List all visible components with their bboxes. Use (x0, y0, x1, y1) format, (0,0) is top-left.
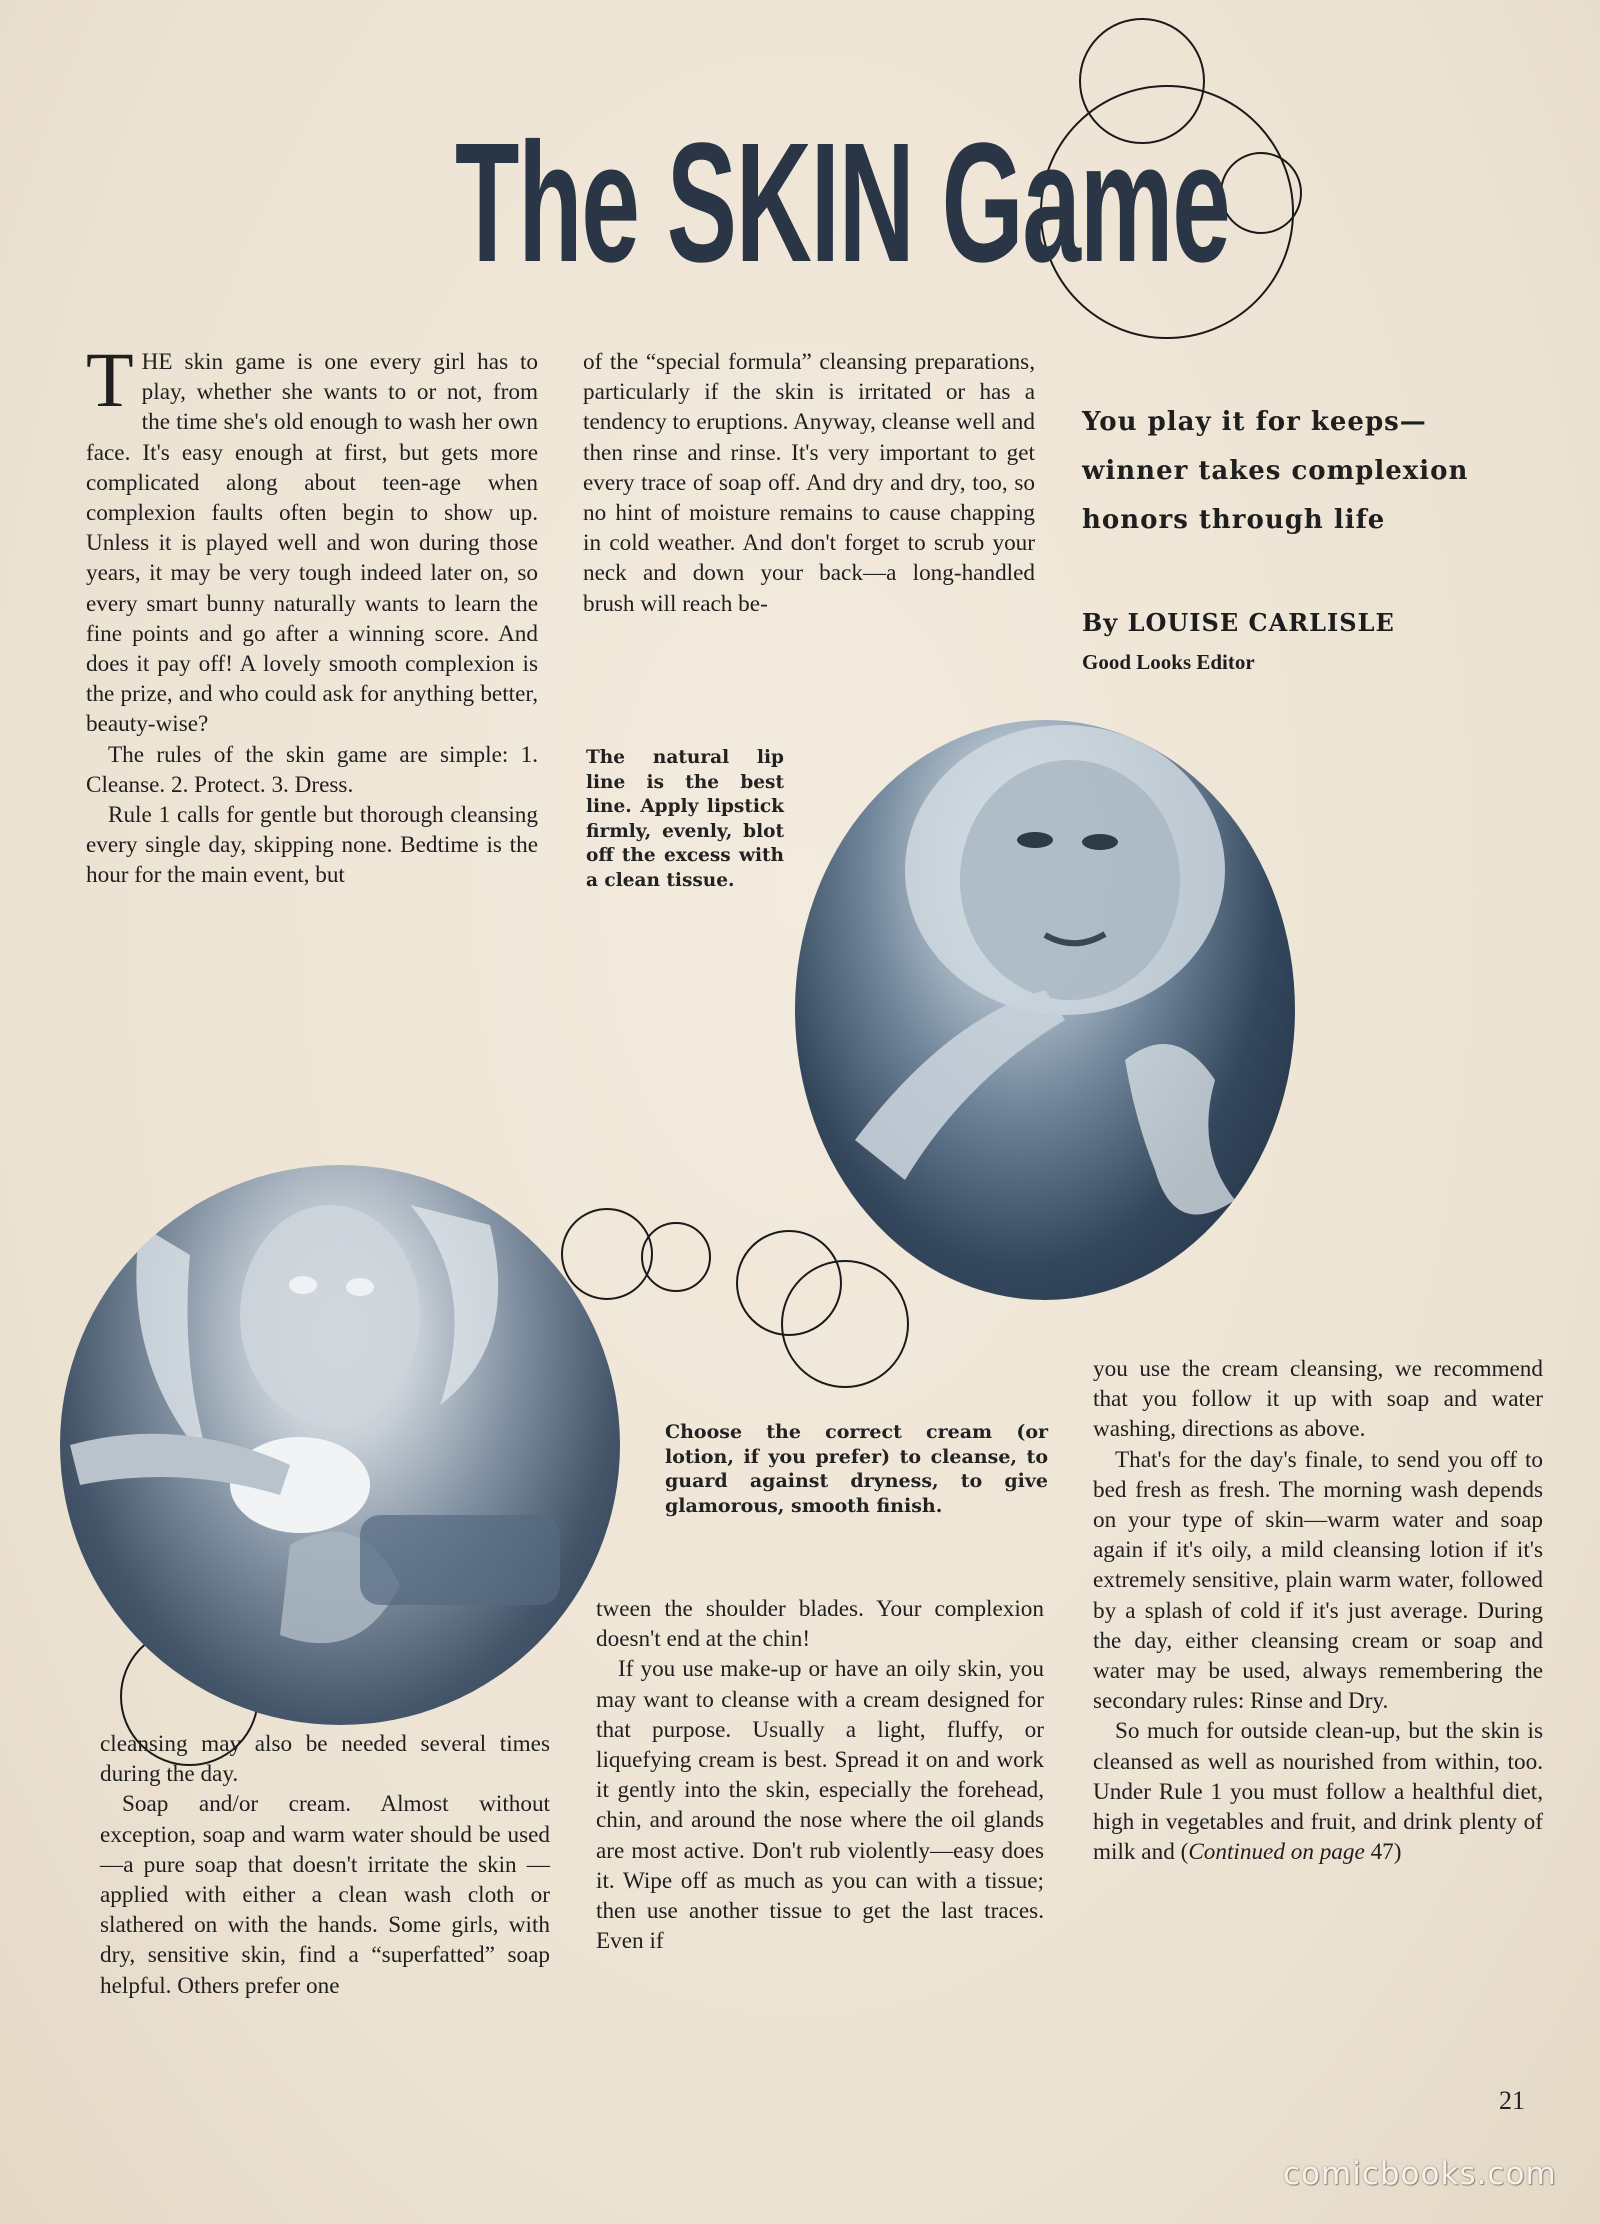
drop-cap: T (86, 336, 134, 423)
continued-page: 47 (1370, 1839, 1394, 1866)
paragraph: Soap and/or cream. Almost without exception, soap and warm water should be used—a pure soap that doesn't irritate the skin —applied with either a clean wash cloth or slathered on with the hands. Some girls, with dry, sensitive skin, find a “superfatted” soap helpful. Others prefer one (100, 1791, 550, 1999)
article-deck: You play it for keeps—winner takes complexion honors through life (1082, 407, 1469, 535)
photo-woman-cream-mirror (60, 1165, 620, 1725)
mirror-lipstick-illustration (795, 720, 1295, 1300)
photo-woman-mirror-lipstick (795, 720, 1295, 1300)
paragraph: you use the cream cleansing, we recommend that you follow it up with soap and water washing, directions as above. (1093, 1356, 1543, 1443)
byline-role: Good Looks Editor (1082, 650, 1255, 674)
paragraph: The rules of the skin game are simple: 1. Cleanse. 2. Protect. 3. Dress. (86, 741, 538, 798)
paragraph: cleansing may also be needed several times during the day. (100, 1731, 550, 1788)
watermark: comicbooks.com (1283, 2156, 1557, 2192)
page-number: 21 (1499, 2086, 1525, 2115)
decorative-ring (1220, 152, 1302, 234)
body-column-2-bottom (596, 1594, 1044, 1956)
paragraph: Rule 1 calls for gentle but thorough cleansing every single day, skipping none. Bedtime is the hour for the main event, but (86, 802, 538, 889)
paragraph (1093, 1716, 1543, 1867)
decorative-ring (781, 1260, 909, 1388)
photo-caption-cream: Choose the correct cream (or lotion, if you prefer) to cleanse, to guard against dryness, to give glamorous, smooth finish. (665, 1421, 1048, 1517)
continued-label: Continued on page (1188, 1839, 1365, 1866)
body-column-1-top (86, 336, 538, 891)
paragraph: That's for the day's finale, to send you off to bed fresh as fresh. The morning wash depends on your type of skin—warm water and soap again if it's oily, a mild cleansing lotion if it's extremely sensitive, plain warm water, followed by a splash of cold if it's just average. During the day, either cleansing cream or soap and water may be used, always remembering the secondary rules: Rinse and Dry. (1093, 1446, 1543, 1715)
body-column-2-top (583, 347, 1035, 619)
decorative-ring (561, 1208, 653, 1300)
paragraph-text: So much for outside clean-up, but the skin is cleansed as well as nourished from within, too. Under Rule 1 you must follow a healthful diet, high in vegetables and fruit, and drink plenty of milk and ( (1093, 1718, 1543, 1866)
paragraph: tween the shoulder blades. Your complexion doesn't end at the chin! (596, 1596, 1044, 1653)
article-title: The SKIN Game (455, 108, 1230, 298)
body-column-1-bottom (100, 1729, 550, 2001)
cream-mirror-illustration (60, 1165, 620, 1725)
body-column-3-bottom (1093, 1354, 1543, 1867)
decorative-ring (641, 1222, 711, 1292)
paragraph: of the “special formula” cleansing preparations, particularly if the skin is irritated or has a tendency to eruptions. Anyway, cleanse well and then rinse and rinse. It's very important to get every trace of soap off. And dry and dry, too, so no hint of moisture remains to cause chapping in cold weather. And don't forget to scrub your neck and down your back—a long-handled brush will reach be- (583, 349, 1035, 617)
paragraph-text-end: ) (1393, 1839, 1402, 1866)
byline: By LOUISE CARLISLE (1082, 608, 1395, 637)
paragraph: If you use make-up or have an oily skin, you may want to cleanse with a cream designed for that purpose. Usually a light, fluffy, or liquefying cream is best. Spread it on and work it gently into the skin, especially the forehead, chin, and around the nose where the oil glands are most active. Don't rub violently—easy does it. Wipe off as much as you can with a tissue; then use another tissue to get the last traces. Even if (596, 1656, 1044, 1955)
paragraph: HE skin game is one every girl has to play, whether she wants to or not, from the time she's old enough to wash her own face. It's easy enough at first, but gets more complicated along about teen-age when complexion faults often begin to show up. Unless it is played well and won during those years, it may be very tough indeed later on, so every smart bunny naturally wants to learn the fine points and go after a winning score. And does it pay off! A lovely smooth complexion is the prize, and who could ask for anything better, beauty-wise? (86, 349, 538, 738)
photo-caption-lipstick: The natural lip line is the best line. Apply lipstick firmly, evenly, blot off the excess with a clean tissue. (586, 747, 784, 891)
